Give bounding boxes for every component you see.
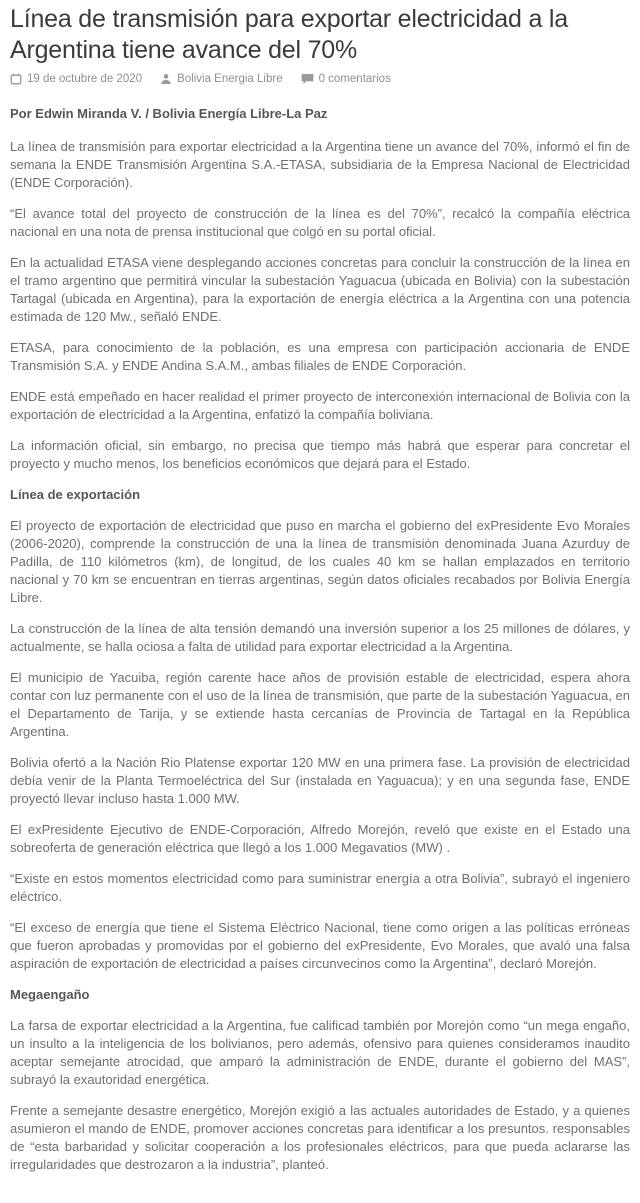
paragraph: ENDE está empeñado en hacer realidad el primer proyecto de interconexión internacional de Bolivia con la exportación de electricidad a la Argentina, enfatizó la compañía boliviana.	[10, 389, 630, 422]
paragraph: El exPresidente Ejecutivo de ENDE-Corporación, Alfredo Morejón, reveló que existe en el Estado una sobreoferta de generación eléctrica que llegó a los 1.000 Megavatios (MW) .	[10, 822, 630, 855]
post-date[interactable]	[10, 73, 142, 85]
byline: Por Edwin Miranda V. / Bolivia Energía Libre-La Paz	[10, 106, 328, 121]
section-heading-linea-de-exportacion: Línea de exportación	[10, 487, 141, 502]
post-author[interactable]	[160, 73, 282, 85]
paragraph: “Existe en estos momentos electricidad como para suministrar energía a otra Bolivia”, subrayó el ingeniero eléctrico.	[10, 871, 630, 904]
post-date-label: 19 de octubre de 2020	[27, 73, 143, 85]
page-title: Línea de transmisión para exportar electricidad a la Argentina tiene avance del 70%	[10, 5, 568, 64]
post-meta	[10, 73, 630, 85]
paragraph: Frente a semejante desastre energético, Morejón exigió a las actuales autoridades de Estado, y a quienes asumieron el mando de ENDE, promover acciones concretas para identificar a los presuntos. responsables de “esta barbaridad y solicitar cooperación a los profesionales eléctricos, para que pueda aclararse las irregularidades que destrozaron a la industria”, planteó.	[10, 1103, 630, 1172]
paragraph: “El exceso de energía que tiene el Sistema Eléctrico Nacional, tiene como origen a las políticas erróneas que fueron aprobadas y promovidas por el gobierno del exPresidente, Evo Morales, que avaló una falsa aspiración de exportación de electricidad a países circunvecinos como la Argentina”, declaró Morejón.	[10, 920, 630, 971]
post-comments-label: 0 comentarios	[318, 73, 391, 85]
post-author-label: Bolivia Energia Libre	[177, 73, 283, 85]
post-comments[interactable]	[301, 73, 391, 85]
paragraph: El proyecto de exportación de electricidad que puso en marcha el gobierno del exPresidente Evo Morales (2006-2020), comprende la construcción de una la línea de transmisión denominada Juana Azurduy de Padilla, de 110 kilómetros (km), de longitud, de los cuales 40 km se hallan emplazados en territorio nacional y 70 km se encuentran en tierras argentinas, según datos oficiales recabados por Bolivia Energía Libre.	[10, 518, 630, 605]
calendar-icon	[10, 73, 22, 85]
paragraph: El municipio de Yacuiba, región carente hace años de provisión estable de electricidad, espera ahora contar con luz permanente con el uso de la línea de transmisión, que parte de la subestación Yaguacua, en el Departamento de Tarija, y se extiende hasta cercanías de Provincia de Tartagal en la República Argentina.	[10, 670, 630, 739]
paragraph: La información oficial, sin embargo, no precisa que tiempo más habrá que esperar para concretar el proyecto y mucho menos, los beneficios económicos que dejará para el Estado.	[10, 438, 630, 471]
comment-icon	[301, 73, 314, 85]
paragraph: La línea de transmisión para exportar electricidad a la Argentina tiene un avance del 70%, informó el fin de semana la ENDE Transmisión Argentina S.A.-ETASA, subsidiaria de la Empresa Nacional de Electricidad (ENDE Corporación).	[10, 139, 630, 190]
user-icon	[160, 73, 172, 85]
paragraph: Bolivia ofertó a la Nación Rio Platense exportar 120 MW en una primera fase. La provisión de electricidad debía venir de la Planta Termoeléctrica del Sur (instalada en Yaguacua); y en una segunda fase, ENDE proyectó llevar incluso hasta 1.000 MW.	[10, 755, 630, 806]
section-heading-megaengano: Megaengaño	[10, 987, 90, 1002]
paragraph: La construcción de la línea de alta tensión demandó una inversión superior a los 25 millones de dólares, y actualmente, se halla ociosa a falta de utilidad para exportar electricidad a la Argentina.	[10, 621, 630, 654]
paragraph: En la actualidad ETASA viene desplegando acciones concretas para concluir la construcción de la línea en el tramo argentino que permitirá vincular la subestación Yaguacua (ubicada en Bolivia) con la subestación Tartagal (ubicada en Argentina), para la exportación de energía eléctrica a la Argentina con una potencia estimada de 120 Mw., señaló ENDE.	[10, 255, 630, 324]
paragraph: La farsa de exportar electricidad a la Argentina, fue calificad también por Morejón como “un mega engaño, un insulto a la inteligencia de los bolivianos, pero además, ofensivo para quienes consideramos inaudito aceptar semejante atrocidad, que amparó la administración de ENDE, durante el gobierno del MAS”, subrayó la exautoridad energética.	[10, 1018, 630, 1087]
paragraph: “El avance total del proyecto de construcción de la línea es del 70%”, recalcó la compañía eléctrica nacional en una nota de prensa institucional que colgó en su portal oficial.	[10, 206, 630, 239]
paragraph: ETASA, para conocimiento de la población, es una empresa con participación accionaria de ENDE Transmisión S.A. y ENDE Andina S.A.M., ambas filiales de ENDE Corporación.	[10, 340, 630, 373]
